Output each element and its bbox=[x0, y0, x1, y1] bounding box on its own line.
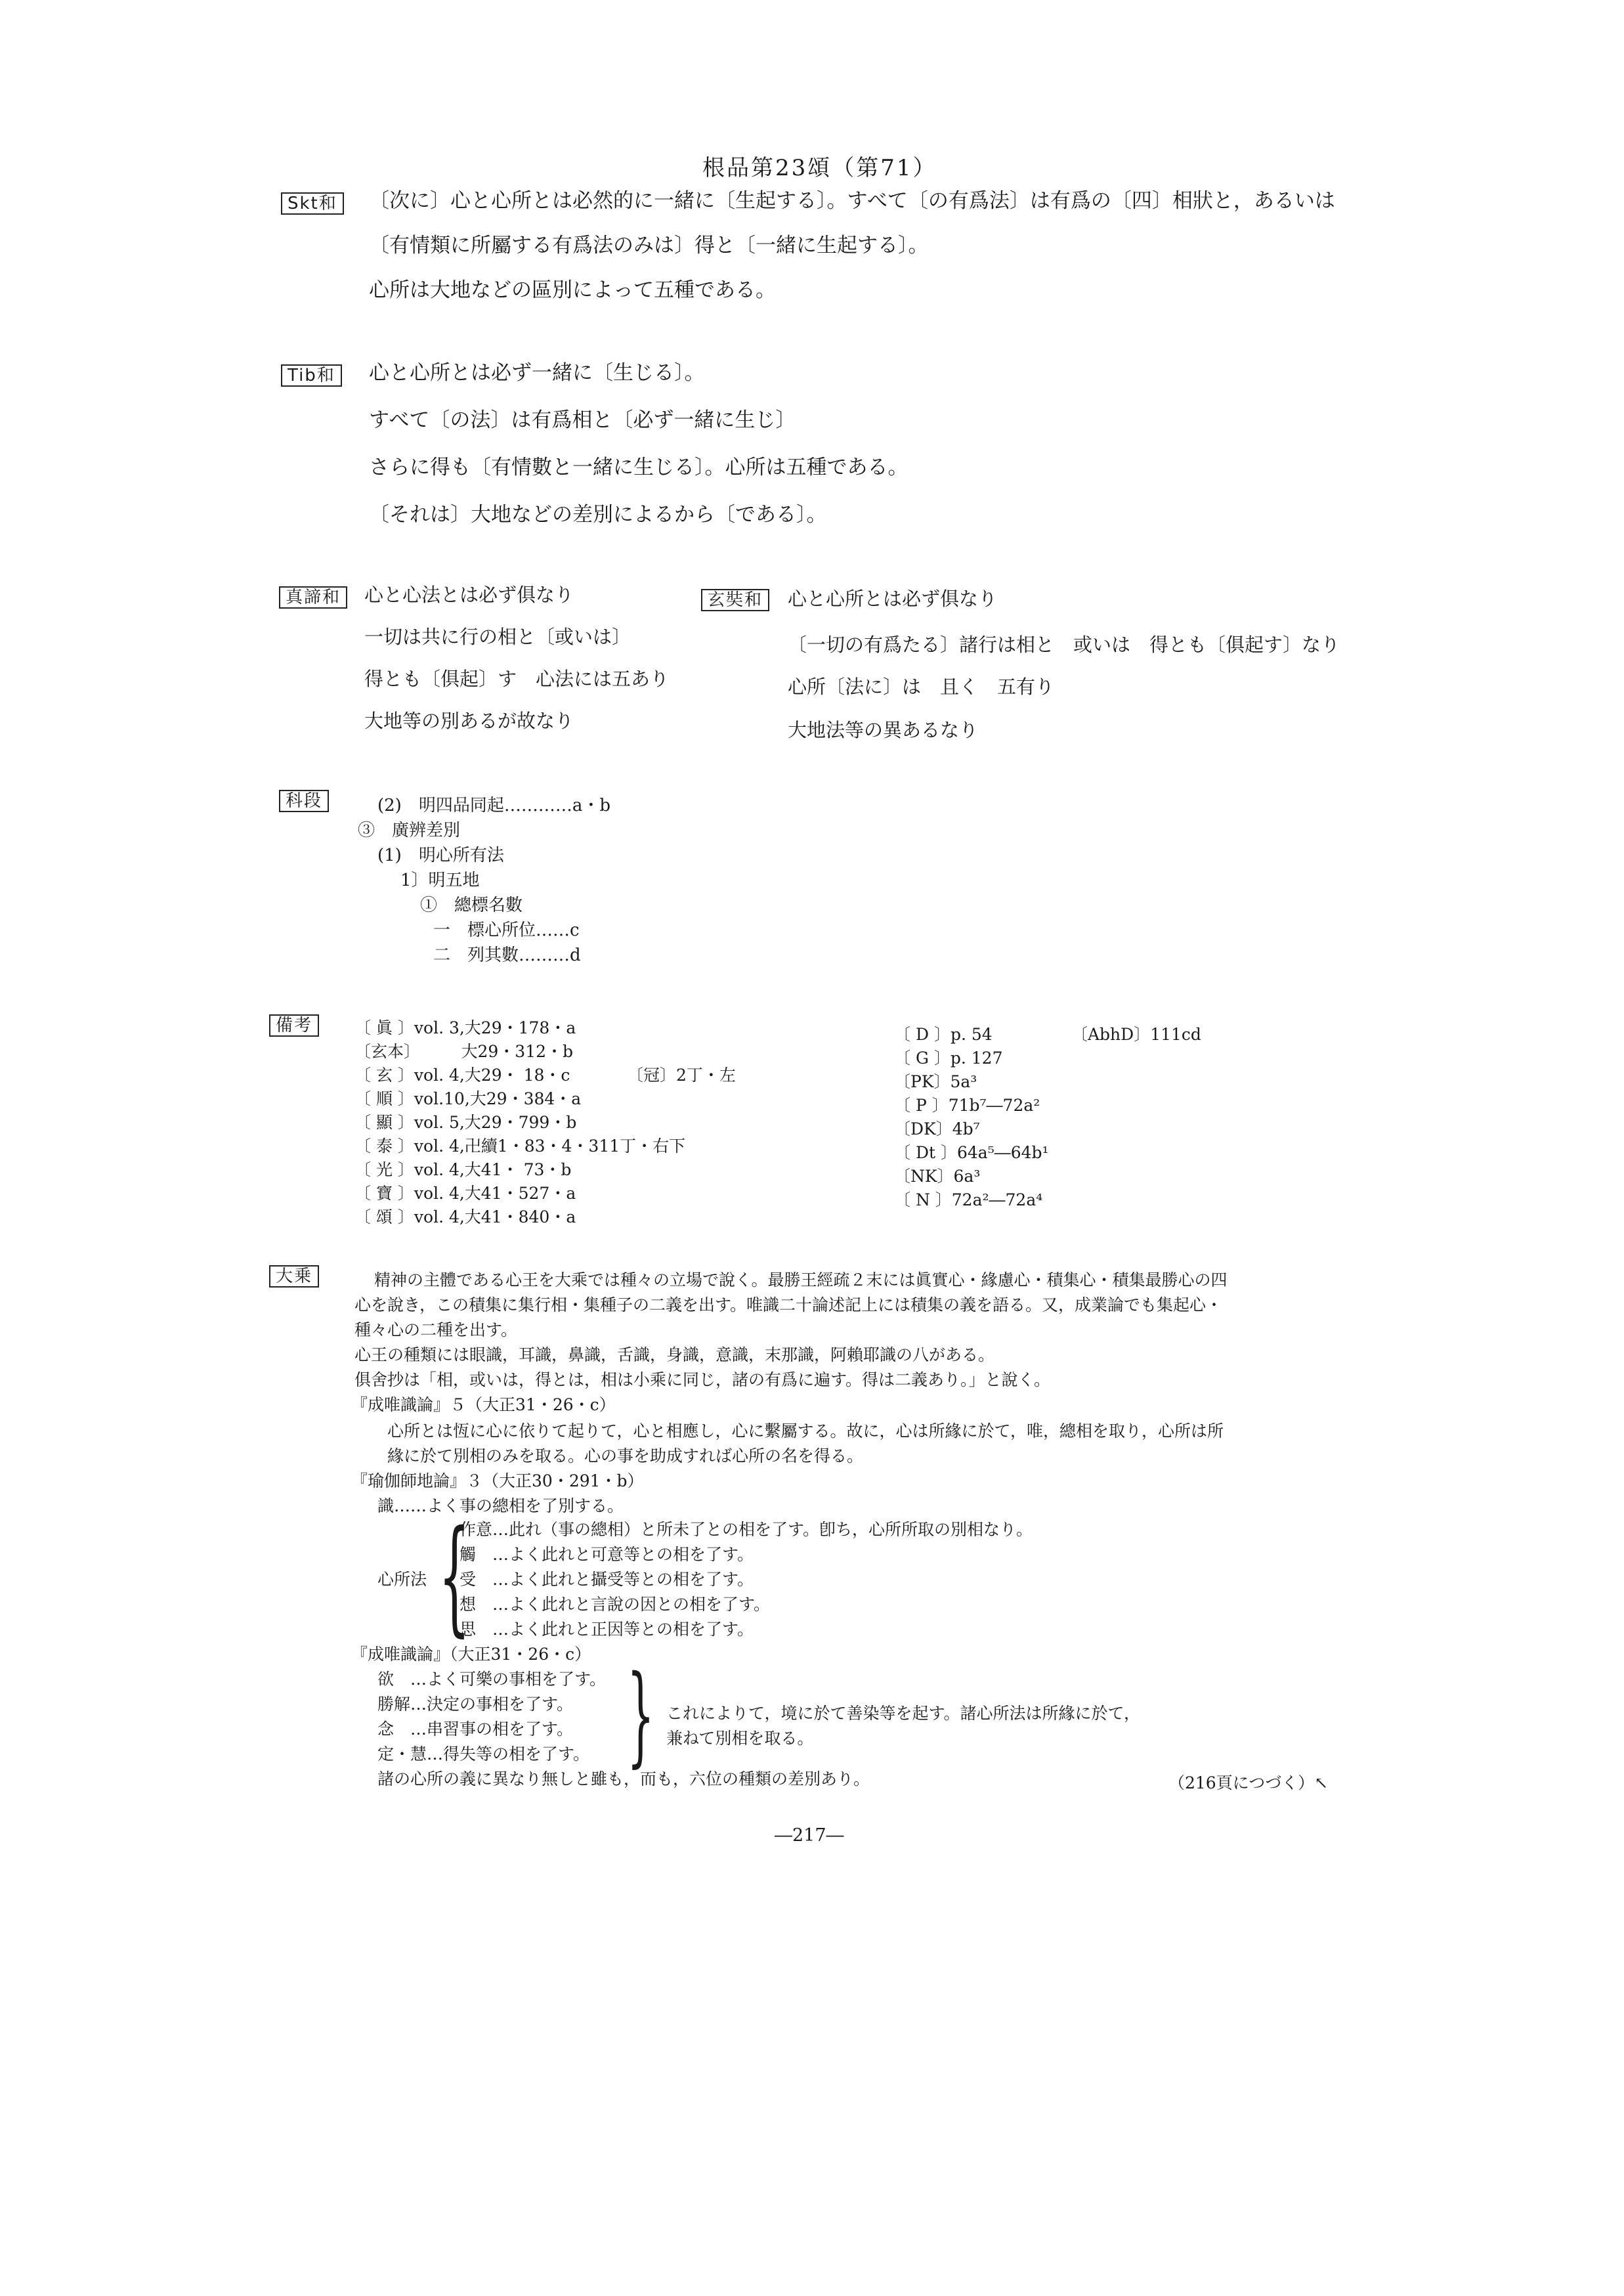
daijo-line: 心王の種類には眼識，耳識，鼻識，舌識，身識，意識，末那識，阿賴耶識の八がある。 bbox=[354, 1345, 995, 1364]
jo-ref: 『成唯識論』（大正31・26・c） bbox=[351, 1645, 591, 1664]
shinsho-label: 心所法 bbox=[377, 1570, 427, 1589]
daijo-line: 緣に於て別相のみを取る。心の事を助成すれば心所の名を得る。 bbox=[387, 1446, 864, 1465]
biko-right-line: 〔 G 〕p. 127 bbox=[894, 1049, 1003, 1068]
closing-text: 諸の心所の義に異なり無しと雖も，而も，六位の種類の差別あり。 bbox=[377, 1769, 870, 1788]
label-skt: Skt和 bbox=[281, 192, 344, 215]
biko-right-line: 〔 P 〕71b⁷―72a² bbox=[894, 1096, 1040, 1115]
daijo-line: 種々心の二種を出す。 bbox=[354, 1320, 518, 1339]
label-tib: Tib和 bbox=[281, 364, 342, 387]
daijo-line: 識……よく事の總相を了別する。 bbox=[377, 1496, 624, 1515]
biko-left-line: 〔 眞 〕vol. 3,大29・178・a bbox=[354, 1018, 576, 1037]
tib-line: さらに得も〔有情數と一緒に生じる〕。心所は五種である。 bbox=[369, 456, 908, 479]
jo-explain-line: これによりて，境に於て善染等を起す。諸心所法は所緣に於て， bbox=[666, 1704, 1141, 1723]
page-title: 根品第23頌（第71） bbox=[702, 155, 937, 181]
genjo-line: 心所〔法に〕は 且く 五有り bbox=[788, 676, 1055, 698]
genjo-line: 心と心所とは必ず俱なり bbox=[788, 588, 998, 610]
biko-left-line: 〔 泰 〕vol. 4,卍續1・83・4・311丁・右下 bbox=[354, 1137, 686, 1156]
biko-right-line: 〔DK〕4b⁷ bbox=[894, 1119, 980, 1138]
daijo-line: 心を說き，この積集に集行相・集種子の二義を出す。唯識二十論述記上には積集の義を語る。又，成業論でも集起心・ bbox=[354, 1295, 1223, 1314]
jo-item: 念 …串習事の相を了す。 bbox=[377, 1720, 574, 1739]
daijo-line: 精神の主體である心王を大乘では種々の立場で說く。最勝王經疏２末には眞實心・緣慮心・積集心・積集最勝心の四 bbox=[374, 1270, 1228, 1289]
shinsho-item: 觸 …よく此れと可意等との相を了す。 bbox=[459, 1545, 754, 1564]
shintai-line: 一切は共に行の相と〔或いは〕 bbox=[364, 626, 631, 648]
label-kadan: 科段 bbox=[279, 790, 329, 812]
biko-left-line: 〔 頌 〕vol. 4,大41・840・a bbox=[354, 1207, 576, 1226]
shinsho-item: 作意…此れ（事の總相）と所未了との相を了す。卽ち，心所所取の別相なり。 bbox=[459, 1520, 1033, 1539]
shintai-line: 得とも〔俱起〕す 心法には五あり bbox=[364, 668, 670, 690]
jo-item: 勝解…決定の事相を了す。 bbox=[377, 1695, 574, 1714]
skt-line: 〔有情類に所屬する有爲法のみは〕得と〔一緒に生起する〕。 bbox=[369, 234, 929, 257]
jo-item: 欲 …よく可樂の事相を了す。 bbox=[377, 1670, 607, 1689]
tib-line: すべて〔の法〕は有爲相と〔必ず一緒に生じ〕 bbox=[369, 408, 796, 432]
biko-right-line: 〔 Dt 〕64a⁵―64b¹ bbox=[894, 1143, 1049, 1162]
right-brace: } bbox=[627, 1652, 654, 1778]
biko-right-line: 〔PK〕5a³ bbox=[894, 1072, 977, 1091]
biko-left-line: 〔 玄 〕vol. 4,大29・ 18・c bbox=[354, 1066, 570, 1085]
shinsho-item: 思 …よく此れと正因等との相を了す。 bbox=[459, 1620, 754, 1639]
jo-item: 定・慧…得失等の相を了す。 bbox=[377, 1744, 590, 1764]
label-shintai: 真諦和 bbox=[279, 586, 347, 609]
biko-kan: 〔冠〕2丁・左 bbox=[627, 1066, 736, 1085]
kadan-line: ① 總標名數 bbox=[420, 896, 523, 915]
biko-left-line: 〔 光 〕vol. 4,大41・ 73・b bbox=[354, 1160, 572, 1179]
daijo-line: 『成唯識論』５（大正31・26・c） bbox=[351, 1395, 616, 1414]
label-genjo: 玄奘和 bbox=[701, 589, 769, 611]
biko-left-line: 〔 顯 〕vol. 5,大29・799・b bbox=[354, 1113, 577, 1132]
genjo-line: 〔一切の有爲たる〕諸行は相と 或いは 得とも〔俱起す〕なり bbox=[788, 634, 1340, 656]
kadan-line: 一 標心所位……c bbox=[433, 921, 580, 940]
continued-note: （216頁につづく）↖ bbox=[1168, 1773, 1329, 1792]
biko-right-line: 〔 N 〕72a²―72a⁴ bbox=[894, 1190, 1043, 1209]
biko-abhd: 〔AbhD〕111cd bbox=[1071, 1025, 1201, 1044]
shintai-line: 大地等の別あるが故なり bbox=[364, 710, 574, 732]
kadan-line: 1〕明五地 bbox=[400, 871, 480, 890]
biko-left-line: 〔玄本〕 大29・312・b bbox=[354, 1042, 574, 1061]
page-number: ―217― bbox=[775, 1825, 844, 1846]
kadan-line: ③ 廣辨差別 bbox=[358, 821, 461, 840]
biko-right-line: 〔NK〕6a³ bbox=[894, 1167, 981, 1186]
label-biko: 備考 bbox=[269, 1014, 319, 1037]
biko-left-line: 〔 寶 〕vol. 4,大41・527・a bbox=[354, 1184, 576, 1203]
daijo-line: 『瑜伽師地論』３（大正30・291・b） bbox=[351, 1471, 644, 1490]
left-brace: { bbox=[438, 1504, 471, 1649]
kadan-line: 二 列其數………d bbox=[433, 945, 581, 965]
skt-line: 心所は大地などの區別によって五種である。 bbox=[369, 278, 776, 302]
biko-right-line: 〔 D 〕p. 54 bbox=[894, 1025, 993, 1044]
daijo-line: 俱舍抄は「相，或いは，得とは，相は小乘に同じ，諸の有爲に遍す。得は二義あり。」と說く。 bbox=[354, 1370, 1051, 1389]
label-daijo: 大乗 bbox=[269, 1265, 319, 1288]
shinsho-item: 想 …よく此れと言說の因との相を了す。 bbox=[459, 1595, 771, 1614]
kadan-line: (2) 明四品同起…………a・b bbox=[377, 796, 610, 815]
genjo-line: 大地法等の異あるなり bbox=[788, 719, 979, 741]
skt-line: 〔次に〕心と心所とは必然的に一緒に〔生起する〕。すべて〔の有爲法〕は有爲の〔四〕相狀と，あるいは bbox=[369, 189, 1335, 213]
shintai-line: 心と心法とは必ず俱なり bbox=[364, 584, 574, 606]
tib-line: 〔それは〕大地などの差別によるから〔である〕。 bbox=[369, 503, 827, 527]
tib-line: 心と心所とは必ず一緒に〔生じる〕。 bbox=[369, 361, 705, 385]
kadan-line: (1) 明心所有法 bbox=[377, 846, 504, 865]
daijo-line: 心所とは恆に心に依りて起りて，心と相應し，心に繫屬する。故に，心は所緣に於て，唯，總相を取り，心所は所 bbox=[387, 1421, 1224, 1440]
biko-left-line: 〔 順 〕vol.10,大29・384・a bbox=[354, 1089, 582, 1108]
jo-explain-line: 兼ねて別相を取る。 bbox=[666, 1729, 814, 1748]
shinsho-item: 受 …よく此れと攝受等との相を了す。 bbox=[459, 1570, 754, 1589]
